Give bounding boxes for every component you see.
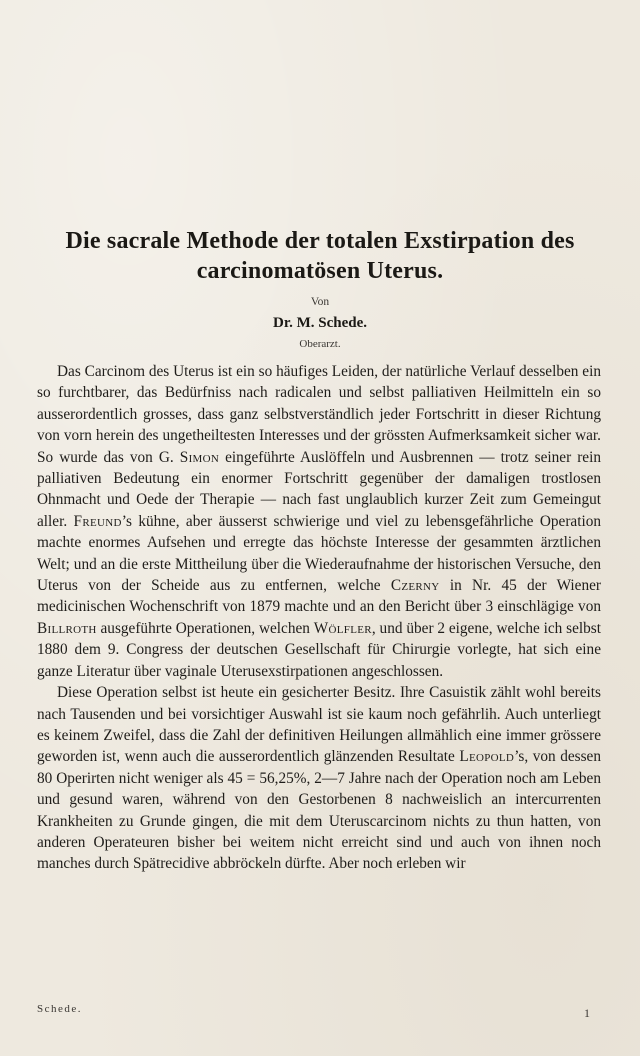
text-run: in Nr. 45 der Wiener medicinischen Wochenschrift von 1879 machte und an den Bericht über 3 einschlägige von: [37, 577, 602, 616]
footer-author: Schede.: [37, 1003, 83, 1015]
person-name: Billroth: [37, 619, 97, 637]
person-name: Wölfler: [313, 619, 372, 637]
author-name: Dr. M. Schede.: [272, 315, 368, 331]
text-run: eingeführte Auslöffeln und Ausbrennen — trotz seiner rein palliativen Bedeutung ein enormer Fortschritt gegenüber der damaligen trostlosen Ohnmacht und Oede der Therapie — nach fast unglaublich kurzer Zeit zum Gemeingut aller.: [37, 448, 601, 530]
text-run: , und über 2 eigene, welche ich selbst 1880 dem 9. Congress der deutschen Gesellschaft für Chirurgie vorlegte, hat sich eine ganze Literatur über vaginale Uterusexstirpationen angeschlossen.: [37, 619, 601, 680]
body-text: [37, 361, 601, 875]
person-name: Freund: [73, 512, 122, 530]
page-number: 1: [584, 1006, 590, 1020]
byline-von: Von: [310, 296, 330, 308]
person-name: Czerny: [390, 577, 440, 595]
person-name: Leopold: [459, 748, 515, 766]
text-run: Das Carcinom des Uterus ist ein so häufiges Leiden, der natürliche Verlauf desselben ein so furchtbarer, das Bedürfniss nach radicalen und selbst palliativen Heilmitteln ein so ausserordentlich grosses, dass ganz selbstverständlich jeder Fortschritt in dieser Richtung von vorn herein des ungetheiltesten Interesses und der grössten Aufmerksamkeit sicher war. So wurde das von G.: [37, 363, 601, 466]
paragraph: [37, 361, 601, 682]
chapter-title: Die sacrale Methode der totalen Exstirpation des carcinomatösen Uterus.: [65, 228, 575, 284]
text-run: Diese Operation selbst ist heute ein gesicherter Besitz. Ihre Casuistik zählt wohl bereits nach Tausenden und bei vorsichtiger Auswahl ist sie kaum noch gefährlih. Auch unterliegt es keinem Zweifel, dass die Zahl der definitiven Heilungen allmählich eine immer grössere geworden ist, wenn auch die ausserordentlich glänzenden Resultate: [37, 684, 601, 766]
text-run: ausgeführte Operationen, welchen: [96, 619, 314, 637]
author-role: Oberarzt.: [299, 338, 341, 350]
text-run: ’s kühne, aber äusserst schwierige und viel zu lebensgefährliche Operation machte enormes Aufsehen und erregte das höchste Interesse der gesammten ärztlichen Welt; und an die erste Mittheilung über die Wiederaufnahme der historischen Versuche, den Uterus von der Scheide aus zu entfernen, welche: [37, 512, 601, 595]
text-run: ’s, von dessen 80 Operirten nicht weniger als 45 = 56,25%, 2—7 Jahre nach der Operation noch am Leben und gesund waren, während von den Gestorbenen 8 nachweislich an intercurrenten Krankheiten zu Grunde gingen, die mit dem Uteruscarcinom nichts zu thun hatten, von anderen Operateuren bisher bei weitem nicht erreicht sind und auch von ihnen noch manches durch Spätrecidive abbröckeln dürfte. Aber noch erleben wir: [37, 748, 601, 873]
paragraph: [37, 682, 601, 875]
person-name: Simon: [179, 448, 220, 466]
